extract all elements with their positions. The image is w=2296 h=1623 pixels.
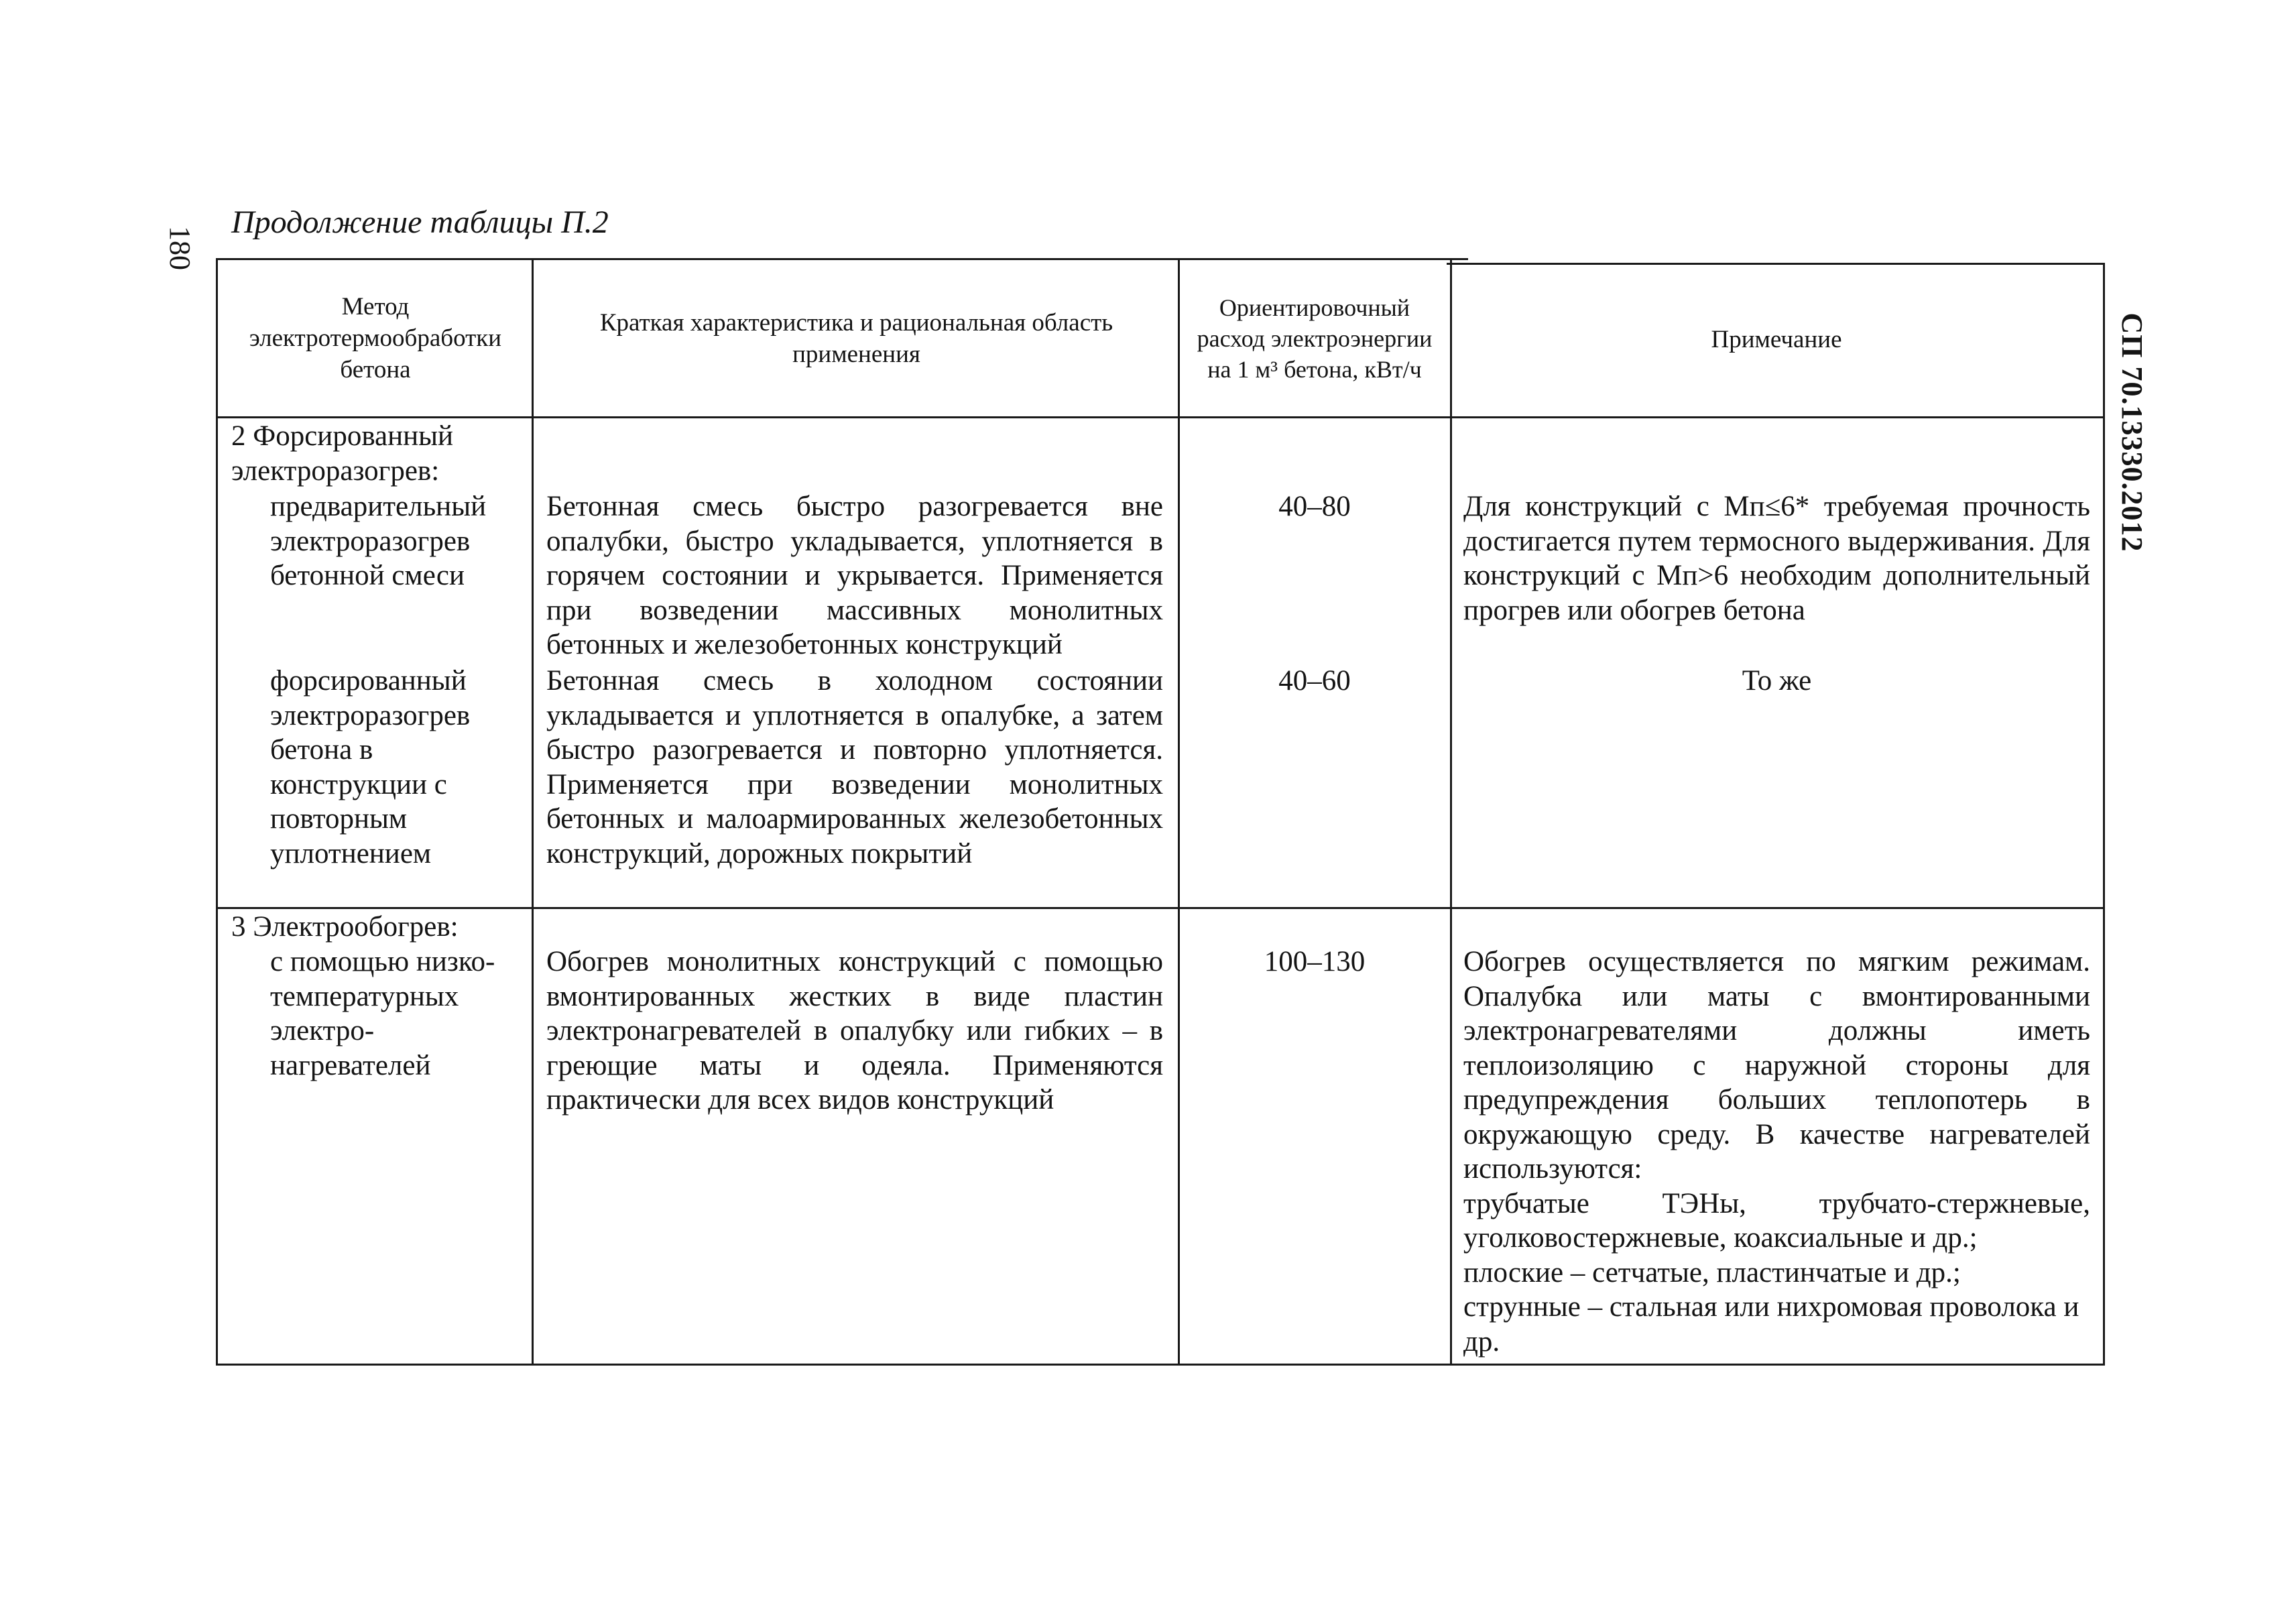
method-cell: форсированный электроразогрев бетона в конструкции с повторным уплотнением: [270, 665, 471, 869]
note-cell: Для конструкций с Мп≤6* требуемая прочность достигается путем термосного выдерживания. Для конструкций с Мп>6 необходим дополнительный прогрев или обогрев бетона: [1463, 491, 2090, 626]
page-number: 180: [164, 226, 196, 270]
note-list-item: трубчатые ТЭНы, трубчато-стержневые, уголковостержневые, коаксиальные и др.;: [1463, 1187, 2090, 1254]
energy-value: 40–60: [1278, 665, 1351, 697]
section-title: 3 Электрообогрев:: [231, 911, 459, 943]
description-cell: Бетонная смесь в холодном состоянии укладывается и уплотняется в опалубке, а затем быстро разогревается и повторно уплотняется. Применяется при возведении монолитных бетонных и малоармированных железобетонных конструкций, дорожных покрытий: [546, 665, 1163, 869]
note-paragraph: Обогрев осуществляется по мягким режимам. Опалубка или маты с вмонтированными электронагревателями должны иметь теплоизоляцию с наружной стороны для предупреждения больших теплопотерь в окружающую среду. В качестве нагревателей используются:: [1463, 946, 2090, 1185]
note-cell: То же: [1742, 665, 1812, 697]
method-cell: предварительный электроразогрев бетонной смеси: [270, 491, 487, 591]
header-energy: Ориентировочный расход электроэнергии на 1 м³ бетона, кВт/ч: [1197, 294, 1433, 383]
header-note: Примечание: [1711, 326, 1842, 353]
header-method: Метод электротермообработки бетона: [249, 293, 502, 383]
description-cell: Обогрев монолитных конструкций с помощью вмонтированных жестких в виде пластин электронагревателей в опалубку или гибких – в греющие маты и одеяла. Применяются практически для всех видов конструкций: [546, 946, 1163, 1116]
note-cell: [1463, 945, 2090, 1359]
header-description: Краткая характеристика и рациональная область применения: [599, 308, 1113, 368]
energy-value: 40–80: [1278, 491, 1351, 522]
table-caption: Продолжение таблицы П.2: [231, 204, 609, 240]
document-code: СП 70.13330.2012: [2116, 312, 2149, 552]
description-cell: Бетонная смесь быстро разогревается вне опалубки, быстро укладывается, уплотняется в горячем состоянии и укрывается. Применяется при возведении массивных монолитных бетонных и железобетонных конструкций: [546, 491, 1163, 660]
note-list-item: струнные – стальная или нихромовая проволока и др.: [1463, 1291, 2079, 1358]
note-list-item: плоские – сетчатые, пластинчатые и др.;: [1463, 1256, 1961, 1288]
section-title: 2 Форсированный электроразогрев:: [231, 420, 454, 487]
energy-value: 100–130: [1264, 946, 1366, 977]
method-cell: с помощью низко-температурных электро-нагревателей: [270, 946, 495, 1081]
